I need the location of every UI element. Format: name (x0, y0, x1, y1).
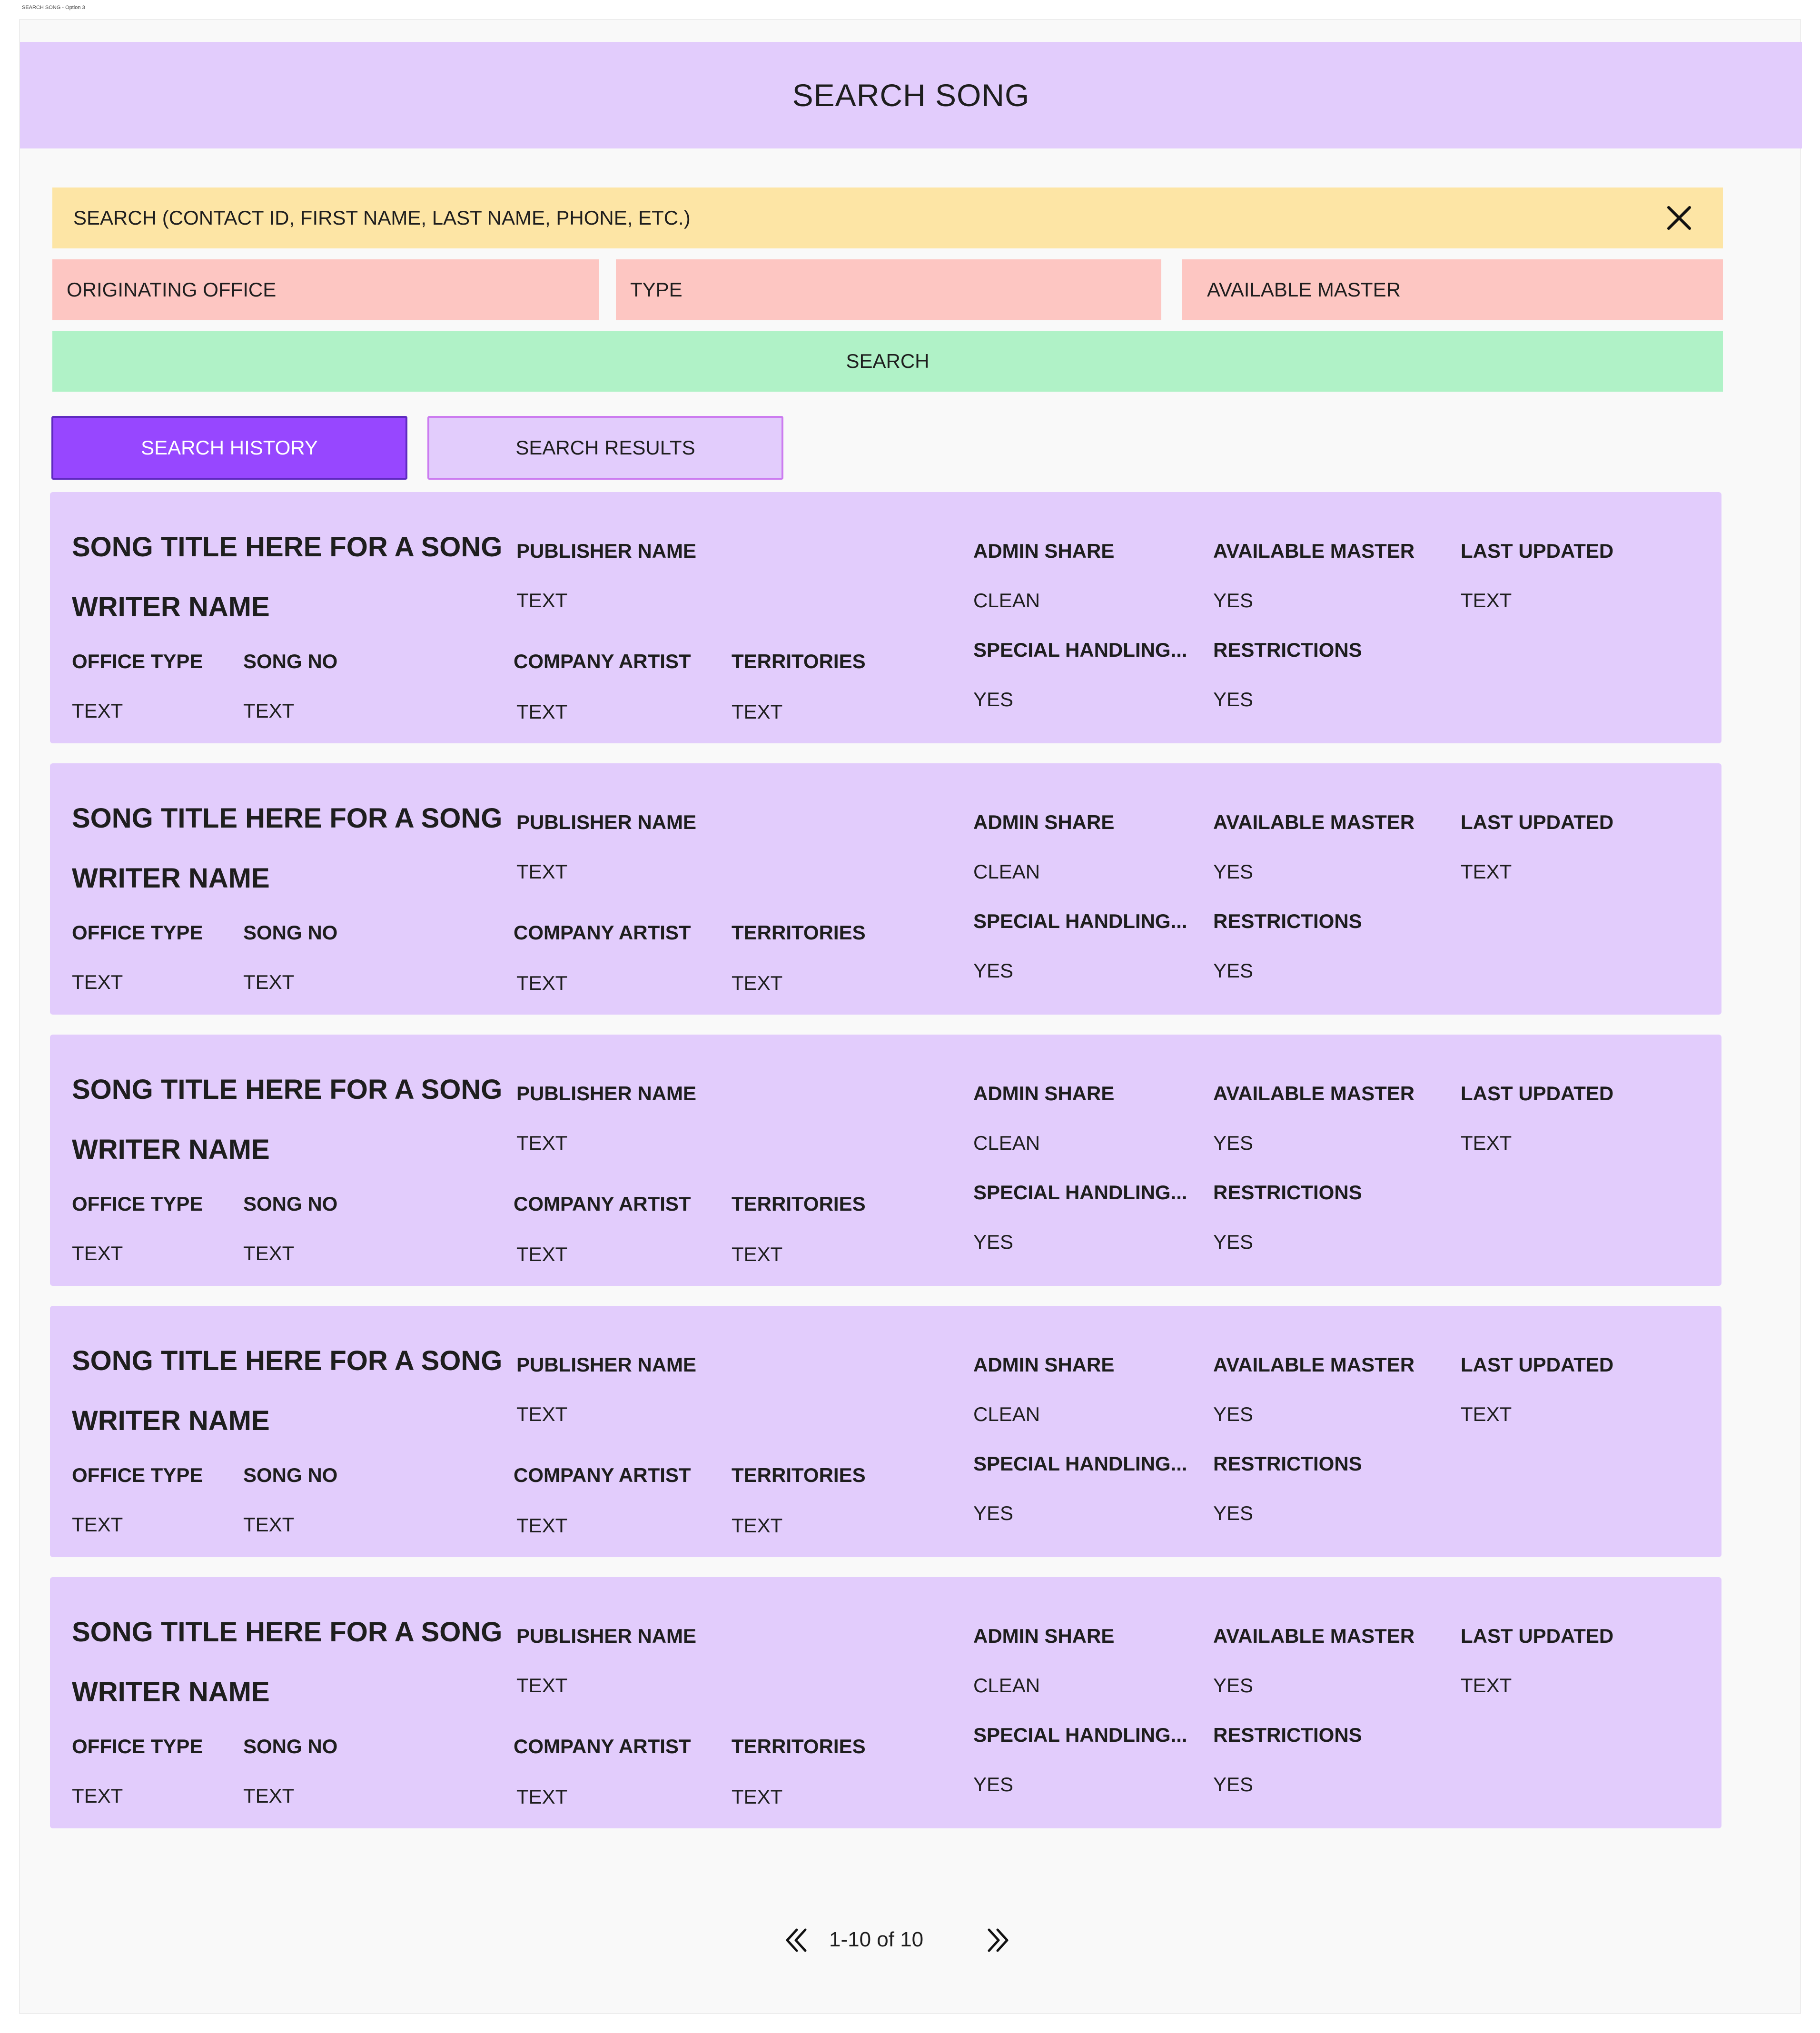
restrictions-value: YES (1213, 1773, 1254, 1796)
last-updated-label: LAST UPDATED (1461, 811, 1614, 833)
available-master-label: AVAILABLE MASTER (1213, 1625, 1415, 1647)
admin-share-label: ADMIN SHARE (973, 1625, 1115, 1647)
company-artist-label: COMPANY ARTIST (514, 921, 691, 944)
chevron-double-left-icon[interactable] (778, 1923, 812, 1957)
territories-label: TERRITORIES (732, 650, 866, 672)
song-title: SONG TITLE HERE FOR A SONG (72, 803, 503, 834)
writer-name: WRITER NAME (72, 863, 270, 894)
available-master-value: YES (1213, 860, 1254, 883)
available-master-value: YES (1213, 1132, 1254, 1154)
song-no-value: TEXT (243, 1513, 295, 1536)
office-type-value: TEXT (72, 971, 123, 993)
admin-share-value: CLEAN (973, 1403, 1040, 1425)
song-no-label: SONG NO (243, 1735, 338, 1757)
available-master-label: AVAILABLE MASTER (1213, 1353, 1415, 1376)
publisher-value: TEXT (516, 1132, 568, 1154)
writer-name: WRITER NAME (72, 592, 270, 622)
last-updated-value: TEXT (1461, 1132, 1512, 1154)
special-handling-value: YES (973, 688, 1014, 711)
special-handling-label: SPECIAL HANDLING... (973, 1452, 1187, 1475)
company-artist-label: COMPANY ARTIST (514, 1735, 691, 1757)
restrictions-value: YES (1213, 688, 1254, 711)
office-type-value: TEXT (72, 700, 123, 722)
pagination (20, 1912, 1802, 1969)
chevron-double-right-icon[interactable] (982, 1923, 1017, 1957)
originating-office-label: ORIGINATING OFFICE (67, 278, 277, 301)
search-input[interactable] (52, 188, 1723, 248)
publisher-label: PUBLISHER NAME (516, 540, 697, 562)
company-artist-label: COMPANY ARTIST (514, 1464, 691, 1486)
search-placeholder: SEARCH (CONTACT ID, FIRST NAME, LAST NAME, PHONE, ETC.) (73, 207, 691, 229)
last-updated-value: TEXT (1461, 1403, 1512, 1425)
publisher-label: PUBLISHER NAME (516, 811, 697, 833)
last-updated-value: TEXT (1461, 860, 1512, 883)
territories-value: TEXT (732, 1243, 783, 1265)
company-artist-value: TEXT (516, 972, 568, 994)
company-artist-label: COMPANY ARTIST (514, 1193, 691, 1215)
available-master-value: YES (1213, 1674, 1254, 1697)
last-updated-label: LAST UPDATED (1461, 540, 1614, 562)
company-artist-value: TEXT (516, 1786, 568, 1808)
publisher-value: TEXT (516, 860, 568, 883)
special-handling-value: YES (973, 1773, 1014, 1796)
last-updated-label: LAST UPDATED (1461, 1082, 1614, 1105)
company-artist-value: TEXT (516, 1243, 568, 1265)
song-title: SONG TITLE HERE FOR A SONG (72, 1345, 503, 1376)
admin-share-label: ADMIN SHARE (973, 1353, 1115, 1376)
territories-label: TERRITORIES (732, 1735, 866, 1757)
available-master-value: YES (1213, 1403, 1254, 1425)
admin-share-value: CLEAN (973, 1132, 1040, 1154)
restrictions-value: YES (1213, 959, 1254, 982)
restrictions-label: RESTRICTIONS (1213, 910, 1362, 932)
special-handling-value: YES (973, 1502, 1014, 1524)
frame-label: SEARCH SONG - Option 3 (22, 5, 85, 10)
tab-search-history-label: SEARCH HISTORY (141, 436, 318, 459)
admin-share-label: ADMIN SHARE (973, 540, 1115, 562)
available-master-label: AVAILABLE MASTER (1213, 811, 1415, 833)
available-master-value: YES (1213, 589, 1254, 612)
page-title: SEARCH SONG (792, 78, 1030, 113)
originating-office-select[interactable] (52, 259, 599, 320)
type-label: TYPE (630, 278, 682, 301)
last-updated-label: LAST UPDATED (1461, 1353, 1614, 1376)
company-artist-value: TEXT (516, 701, 568, 723)
song-no-label: SONG NO (243, 921, 338, 944)
restrictions-label: RESTRICTIONS (1213, 1724, 1362, 1746)
available-master-label: AVAILABLE MASTER (1213, 1082, 1415, 1105)
writer-name: WRITER NAME (72, 1677, 270, 1707)
territories-label: TERRITORIES (732, 1193, 866, 1215)
admin-share-value: CLEAN (973, 589, 1040, 612)
admin-share-value: CLEAN (973, 1674, 1040, 1697)
song-no-value: TEXT (243, 700, 295, 722)
office-type-value: TEXT (72, 1242, 123, 1264)
song-title: SONG TITLE HERE FOR A SONG (72, 532, 503, 563)
available-master-label: AVAILABLE MASTER (1213, 540, 1415, 562)
office-type-label: OFFICE TYPE (72, 1464, 203, 1486)
restrictions-label: RESTRICTIONS (1213, 639, 1362, 661)
song-title: SONG TITLE HERE FOR A SONG (72, 1617, 503, 1648)
special-handling-label: SPECIAL HANDLING... (973, 639, 1187, 661)
company-artist-label: COMPANY ARTIST (514, 650, 691, 672)
restrictions-label: RESTRICTIONS (1213, 1181, 1362, 1204)
last-updated-value: TEXT (1461, 589, 1512, 612)
writer-name: WRITER NAME (72, 1134, 270, 1165)
admin-share-label: ADMIN SHARE (973, 1082, 1115, 1105)
restrictions-label: RESTRICTIONS (1213, 1452, 1362, 1475)
tab-search-results-label: SEARCH RESULTS (515, 436, 695, 459)
last-updated-value: TEXT (1461, 1674, 1512, 1697)
special-handling-label: SPECIAL HANDLING... (973, 910, 1187, 932)
search-song-frame (19, 19, 1801, 2014)
result-card[interactable] (50, 1035, 1721, 1286)
territories-value: TEXT (732, 701, 783, 723)
office-type-label: OFFICE TYPE (72, 650, 203, 672)
available-master-select[interactable] (1182, 259, 1723, 320)
special-handling-label: SPECIAL HANDLING... (973, 1724, 1187, 1746)
result-card[interactable] (50, 1577, 1721, 1828)
song-no-value: TEXT (243, 1785, 295, 1807)
writer-name: WRITER NAME (72, 1405, 270, 1436)
song-no-label: SONG NO (243, 1464, 338, 1486)
territories-label: TERRITORIES (732, 921, 866, 944)
restrictions-value: YES (1213, 1502, 1254, 1524)
last-updated-label: LAST UPDATED (1461, 1625, 1614, 1647)
restrictions-value: YES (1213, 1231, 1254, 1253)
search-button[interactable] (52, 331, 1723, 392)
publisher-value: TEXT (516, 1674, 568, 1697)
territories-value: TEXT (732, 1786, 783, 1808)
territories-label: TERRITORIES (732, 1464, 866, 1486)
publisher-label: PUBLISHER NAME (516, 1353, 697, 1376)
song-no-label: SONG NO (243, 1193, 338, 1215)
company-artist-value: TEXT (516, 1514, 568, 1537)
publisher-value: TEXT (516, 589, 568, 612)
close-icon[interactable] (1664, 203, 1694, 233)
territories-value: TEXT (732, 1514, 783, 1537)
special-handling-value: YES (973, 959, 1014, 982)
office-type-value: TEXT (72, 1513, 123, 1536)
song-no-value: TEXT (243, 971, 295, 993)
office-type-label: OFFICE TYPE (72, 1193, 203, 1215)
publisher-value: TEXT (516, 1403, 568, 1425)
office-type-label: OFFICE TYPE (72, 1735, 203, 1757)
result-card[interactable] (50, 763, 1721, 1015)
result-card[interactable] (50, 1306, 1721, 1557)
result-card[interactable] (50, 492, 1721, 743)
page-header (20, 42, 1802, 148)
song-no-value: TEXT (243, 1242, 295, 1264)
type-select[interactable] (616, 259, 1161, 320)
territories-value: TEXT (732, 972, 783, 994)
song-no-label: SONG NO (243, 650, 338, 672)
tab-search-results[interactable] (427, 416, 783, 480)
song-title: SONG TITLE HERE FOR A SONG (72, 1074, 503, 1105)
pagination-summary: 1-10 of 10 (829, 1928, 924, 1951)
tab-search-history[interactable] (51, 416, 407, 480)
publisher-label: PUBLISHER NAME (516, 1625, 697, 1647)
search-button-label: SEARCH (846, 350, 930, 372)
office-type-label: OFFICE TYPE (72, 921, 203, 944)
special-handling-label: SPECIAL HANDLING... (973, 1181, 1187, 1204)
office-type-value: TEXT (72, 1785, 123, 1807)
special-handling-value: YES (973, 1231, 1014, 1253)
admin-share-value: CLEAN (973, 860, 1040, 883)
admin-share-label: ADMIN SHARE (973, 811, 1115, 833)
available-master-label: AVAILABLE MASTER (1207, 278, 1401, 301)
publisher-label: PUBLISHER NAME (516, 1082, 697, 1105)
